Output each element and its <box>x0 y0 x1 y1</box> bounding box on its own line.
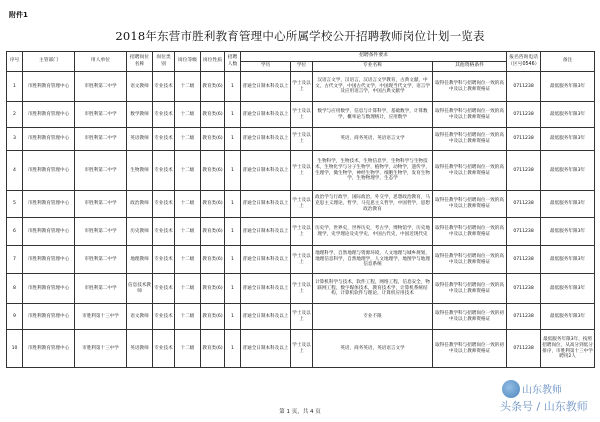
cell-degree: 学士及以上 <box>291 191 313 218</box>
cell-other: 取得任教学科与招聘岗位一致的高中及以上教师资格证 <box>433 246 507 274</box>
header-post-category: 岗位类别 <box>153 52 175 72</box>
cell-category: 专业技术 <box>153 128 175 151</box>
cell-dept: 市胜利教育管理中心 <box>23 274 75 304</box>
cell-count: 1 <box>225 218 241 246</box>
cell-post: 英语教师 <box>127 128 153 151</box>
cell-dept: 市胜利教育管理中心 <box>23 304 75 330</box>
header-post-name: 招聘岗位名称 <box>127 52 153 72</box>
cell-unit: 市胜利第二中学 <box>75 246 127 274</box>
cell-unit: 市胜利第二中学 <box>75 128 127 151</box>
cell-phone: 0711238 <box>507 191 541 218</box>
header-major: 专业名称 <box>313 62 433 72</box>
cell-degree: 学士及以上 <box>291 246 313 274</box>
cell-seq: 4 <box>7 151 23 191</box>
table-row <box>7 151 595 191</box>
cell-category: 专业技术 <box>153 246 175 274</box>
document-title: 2018年东营市胜利教育管理中心所属学校公开招聘教师岗位计划一览表 <box>115 29 485 43</box>
cell-count: 1 <box>225 151 241 191</box>
cell-phone: 0711238 <box>507 274 541 304</box>
recruitment-table <box>6 51 595 368</box>
cell-remark: 最低服务年限3年 <box>541 246 595 274</box>
cell-degree: 学士及以上 <box>291 330 313 368</box>
cell-nature: 教育类(6) <box>201 128 225 151</box>
cell-post: 信息技术教师 <box>127 274 153 304</box>
cell-nature: 教育类(6) <box>201 102 225 128</box>
header-other: 其他资格条件 <box>433 62 507 72</box>
cell-unit: 市胜利第二中学 <box>75 274 127 304</box>
cell-seq: 6 <box>7 218 23 246</box>
watermark-line1: 山东教师 <box>522 385 562 396</box>
cell-phone: 0711238 <box>507 246 541 274</box>
cell-nature: 教育类(6) <box>201 274 225 304</box>
cell-other: 取得任教学科与招聘岗位一致的初中及以上教师资格证 <box>433 304 507 330</box>
cell-category: 专业技术 <box>153 218 175 246</box>
cell-seq: 3 <box>7 128 23 151</box>
cell-other: 取得任教学科与招聘岗位一致的高中及以上教师资格证 <box>433 191 507 218</box>
cell-count: 1 <box>225 191 241 218</box>
cell-nature: 教育类(6) <box>201 218 225 246</box>
cell-education: 普通全日制本科及以上 <box>241 72 291 102</box>
table-row <box>7 218 595 246</box>
header-seq: 序号 <box>7 52 23 72</box>
cell-unit: 市胜利第十三中学 <box>75 304 127 330</box>
cell-phone: 0711238 <box>507 304 541 330</box>
cell-other: 取得任教学科与招聘岗位一致的高中及以上教师资格证 <box>433 151 507 191</box>
cell-dept: 市胜利教育管理中心 <box>23 191 75 218</box>
header-remark: 备注 <box>541 52 595 72</box>
watermark-logo-icon <box>502 380 520 398</box>
cell-count: 1 <box>225 128 241 151</box>
cell-remark: 最低服务年限3年 <box>541 102 595 128</box>
cell-phone: 0711238 <box>507 102 541 128</box>
cell-count: 1 <box>225 330 241 368</box>
cell-category: 专业技术 <box>153 151 175 191</box>
cell-phone: 0711238 <box>507 151 541 191</box>
cell-unit: 市胜利第二中学 <box>75 72 127 102</box>
cell-category: 专业技术 <box>153 191 175 218</box>
table-row <box>7 72 595 102</box>
cell-seq: 2 <box>7 102 23 128</box>
cell-category: 专业技术 <box>153 274 175 304</box>
cell-other: 取得任教学科与招聘岗位一致的高中及以上教师资格证 <box>433 102 507 128</box>
cell-dept: 市胜利教育管理中心 <box>23 246 75 274</box>
cell-count: 1 <box>225 274 241 304</box>
cell-major: 专业不限 <box>313 304 433 330</box>
header-degree: 学位 <box>291 62 313 72</box>
cell-post: 语文教师 <box>127 304 153 330</box>
cell-education: 普通全日制本科及以上 <box>241 246 291 274</box>
cell-major: 英语，商务英语，英语语言文学 <box>313 128 433 151</box>
annex-label: 附件1 <box>9 11 28 19</box>
cell-category: 专业技术 <box>153 330 175 368</box>
cell-education: 普通全日制本科及以上 <box>241 102 291 128</box>
watermark-line2: 头条号 / 山东教师 <box>500 400 588 413</box>
cell-post: 语文教师 <box>127 72 153 102</box>
cell-remark: 最低服务年限3年，按照招聘岗位，从高分到低分排序，市胜利第十三中学聘用2人 <box>541 330 595 368</box>
cell-major: 英语，商务英语，英语语言文学 <box>313 330 433 368</box>
cell-nature: 教育类(6) <box>201 72 225 102</box>
cell-dept: 市胜利教育管理中心 <box>23 102 75 128</box>
cell-education: 普通全日制本科及以上 <box>241 304 291 330</box>
page-footer: 第 1 页，共 4 页 <box>279 409 321 415</box>
cell-post: 地理教师 <box>127 246 153 274</box>
header-education: 学历 <box>241 62 291 72</box>
table-row <box>7 102 595 128</box>
cell-post: 历史教师 <box>127 218 153 246</box>
cell-post: 数学教师 <box>127 102 153 128</box>
cell-remark: 最低服务年限3年 <box>541 191 595 218</box>
cell-level: 十二级 <box>175 330 201 368</box>
header-count: 招聘人数 <box>225 52 241 72</box>
cell-education: 普通全日制本科及以上 <box>241 330 291 368</box>
cell-level: 十二级 <box>175 304 201 330</box>
cell-major: 数学与应用数学，信息与计算科学，基础数学，计算数学，概率论与数理统计，应用数学 <box>313 102 433 128</box>
cell-other: 取得任教学科与招聘岗位一致的高中及以上教师资格证 <box>433 274 507 304</box>
cell-major: 汉语言文学，汉语言，汉语言文学教育，古典文献，中文，古代文学，中国古代文学，中国现当代文学，语言学及应用语言学，中国古典文献学 <box>313 72 433 102</box>
cell-remark: 最低服务年限3年 <box>541 72 595 102</box>
cell-level: 十二级 <box>175 72 201 102</box>
cell-other: 取得任教学科与招聘岗位一致的初中及以上教师资格证 <box>433 330 507 368</box>
cell-other: 取得任教学科与招聘岗位一致的高中及以上教师资格证 <box>433 128 507 151</box>
header-post-level: 岗位等级 <box>175 52 201 72</box>
cell-education: 普通全日制本科及以上 <box>241 191 291 218</box>
table-row <box>7 274 595 304</box>
cell-level: 十二级 <box>175 128 201 151</box>
cell-degree: 学士及以上 <box>291 128 313 151</box>
cell-other: 取得任教学科与招聘岗位一致的高中及以上教师资格证 <box>433 218 507 246</box>
cell-unit: 市胜利第二中学 <box>75 151 127 191</box>
cell-dept: 市胜利教育管理中心 <box>23 128 75 151</box>
cell-nature: 教育类(6) <box>201 191 225 218</box>
cell-degree: 学士及以上 <box>291 274 313 304</box>
cell-level: 十二级 <box>175 218 201 246</box>
cell-unit: 市胜利第二中学 <box>75 218 127 246</box>
cell-other: 取得任教学科与招聘岗位一致的高中及以上教师资格证 <box>433 72 507 102</box>
cell-seq: 8 <box>7 274 23 304</box>
cell-phone: 0711238 <box>507 218 541 246</box>
cell-category: 专业技术 <box>153 72 175 102</box>
cell-post: 生物教师 <box>127 151 153 191</box>
cell-level: 十二级 <box>175 274 201 304</box>
cell-major: 计算机科学与技术，软件工程，网络工程，信息安全，物联网工程，数字媒体技术，教育技术学，计算机系统结构，计算机软件与理论，计算机应用技术 <box>313 274 433 304</box>
table-row <box>7 191 595 218</box>
header-dept: 主管部门 <box>23 52 75 72</box>
cell-count: 1 <box>225 102 241 128</box>
cell-phone: 0711238 <box>507 330 541 368</box>
cell-post: 政治教师 <box>127 191 153 218</box>
cell-nature: 教育类(6) <box>201 304 225 330</box>
header-unit: 用人单位 <box>75 52 127 72</box>
table-row <box>7 128 595 151</box>
cell-major: 政治学与行政学，国际政治，外交学，思想政治教育，马克思主义理论，哲学，马克思主义哲学，中国哲学，思想政治教育 <box>313 191 433 218</box>
cell-seq: 7 <box>7 246 23 274</box>
cell-degree: 学士及以上 <box>291 304 313 330</box>
cell-education: 普通全日制本科及以上 <box>241 218 291 246</box>
cell-count: 1 <box>225 304 241 330</box>
cell-education: 普通全日制本科及以上 <box>241 274 291 304</box>
cell-remark: 最低服务年限3年 <box>541 151 595 191</box>
cell-degree: 学士及以上 <box>291 218 313 246</box>
watermark <box>500 376 592 416</box>
cell-dept: 市胜利教育管理中心 <box>23 151 75 191</box>
cell-level: 十二级 <box>175 246 201 274</box>
cell-category: 专业技术 <box>153 304 175 330</box>
cell-dept: 市胜利教育管理中心 <box>23 72 75 102</box>
cell-education: 普通全日制本科及以上 <box>241 128 291 151</box>
cell-unit: 市胜利第二中学 <box>75 102 127 128</box>
cell-remark: 最低服务年限3年 <box>541 128 595 151</box>
header-phone: 报名咨询电话（区号0546） <box>507 52 541 72</box>
cell-phone: 0711238 <box>507 72 541 102</box>
header-requirements: 招聘条件要求 <box>241 52 507 62</box>
table-row <box>7 304 595 330</box>
cell-seq: 9 <box>7 304 23 330</box>
cell-degree: 学士及以上 <box>291 151 313 191</box>
cell-major: 地理科学，自然地理与资源环境，人文地理与城乡规划，地理信息科学，自然地理学，人文地理学，地图学与地理信息系统 <box>313 246 433 274</box>
cell-count: 1 <box>225 72 241 102</box>
cell-dept: 市胜利教育管理中心 <box>23 330 75 368</box>
cell-level: 十二级 <box>175 191 201 218</box>
cell-degree: 学士及以上 <box>291 72 313 102</box>
cell-category: 专业技术 <box>153 102 175 128</box>
cell-major: 生物科学，生物技术，生物信息学，生物科学与生物技术，生物化学与分子生物学，植物学，动物学，遗传学，生理学，微生物学，神经生物学，细胞生物学，发育生物学，生物物理学，生态学 <box>313 151 433 191</box>
cell-education: 普通全日制本科及以上 <box>241 151 291 191</box>
cell-seq: 1 <box>7 72 23 102</box>
table-row <box>7 246 595 274</box>
cell-remark: 最低服务年限3年 <box>541 274 595 304</box>
cell-nature: 教育类(6) <box>201 246 225 274</box>
cell-post: 英语教师 <box>127 330 153 368</box>
cell-seq: 10 <box>7 330 23 368</box>
cell-remark: 最低服务年限3年 <box>541 218 595 246</box>
cell-dept: 市胜利教育管理中心 <box>23 218 75 246</box>
cell-major: 历史学，世界史，世界历史，考古学，博物馆学，历史地理学，史学理论及史学史，中国古代史，中国近现代史 <box>313 218 433 246</box>
header-post-nature: 岗位性质 <box>201 52 225 72</box>
cell-nature: 教育类(6) <box>201 151 225 191</box>
cell-seq: 5 <box>7 191 23 218</box>
cell-unit: 市胜利第十三中学 <box>75 330 127 368</box>
table-row <box>7 330 595 368</box>
cell-level: 十二级 <box>175 102 201 128</box>
cell-phone: 0711238 <box>507 128 541 151</box>
cell-unit: 市胜利第二中学 <box>75 191 127 218</box>
cell-degree: 学士及以上 <box>291 102 313 128</box>
cell-level: 十二级 <box>175 151 201 191</box>
cell-count: 1 <box>225 246 241 274</box>
cell-remark: 最低服务年限3年 <box>541 304 595 330</box>
cell-nature: 教育类(6) <box>201 330 225 368</box>
